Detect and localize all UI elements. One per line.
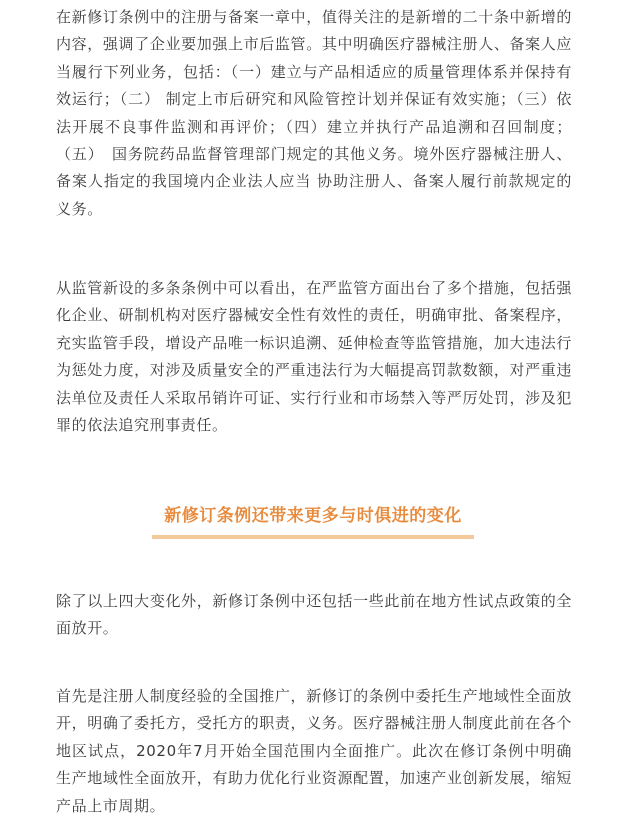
article-paragraph-pilot-policies: 除了以上四大变化外，新修订条例中还包括一些此前在地方性试点政策的全面放开。 xyxy=(56,592,572,638)
section-heading-underline xyxy=(152,535,474,539)
section-heading-text: 新修订条例还带来更多与时俱进的变化 xyxy=(164,506,462,526)
article-paragraph-supervision: 从监管新设的多条条例中可以看出，在严监管方面出台了多个措施，包括强化企业、研制机构对医疗器械安全性有效性的责任，明确审批、备案程序，充实监管手段，增设产品唯一标识追溯、延伸检查等监管措施，加大违法行为惩处力度，对涉及质量安全的严重违法行为大幅提高罚款数额，对严重违法单位及责任人采取吊销许可证、实行行业和市场禁入等严厉处罚，涉及犯罪的依法追究刑事责任。 xyxy=(56,279,572,435)
section-heading xyxy=(0,504,626,536)
article-paragraph-registrant-system: 首先是注册人制度经验的全国推广，新修订的条例中委托生产地域性全面放开，明确了委托方，受托方的职责，义务。医疗器械注册人制度此前在各个地区试点，2020年7月开始全国范围内全面推广。此次在修订条例中明确生产地域性全面放开，有助力优化行业资源配置，加速产业创新发展，缩短产品上市周期。 xyxy=(56,687,572,815)
article-paragraph-registration: 在新修订条例中的注册与备案一章中，值得关注的是新增的二十条中新增的内容，强调了企业要加强上市后监管。其中明确医疗器械注册人、备案人应当履行下列业务，包括：（一）建立与产品相适应的质量管理体系并保持有效运行；（二） 制定上市后研究和风险管控计划并保证有效实施；（三）依法开展不良事件监测和再评价；（四）建立并执行产品追溯和召回制度；（五） 国务院药品监督管理部门规定的其他义务。境外医疗器械注册人、备案人指定的我国境内企业法人应当 协助注册人、备案人履行前款规定的义务。 xyxy=(56,8,572,218)
